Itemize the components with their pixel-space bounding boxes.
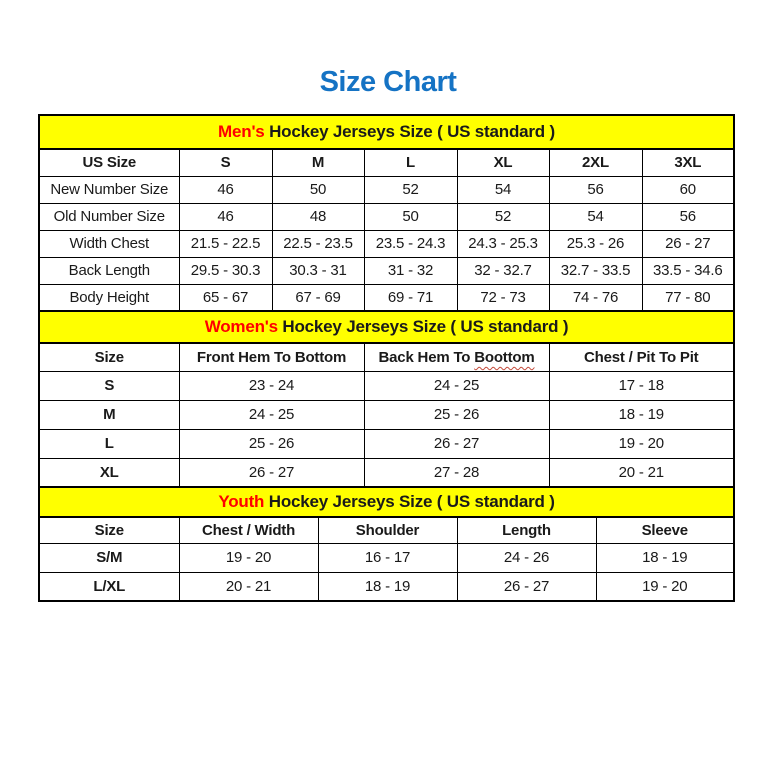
table-cell: 52 — [457, 203, 549, 230]
table-row — [39, 572, 734, 601]
row-label: Body Height — [39, 284, 179, 311]
table-row — [39, 543, 734, 572]
column-header: Front Hem To Bottom — [179, 343, 364, 371]
table-cell: 32.7 - 33.5 — [549, 257, 642, 284]
table-cell: 26 - 27 — [179, 458, 364, 487]
table-cell: 24 - 25 — [179, 400, 364, 429]
column-header: L — [364, 149, 457, 176]
table-cell: 26 - 27 — [457, 572, 596, 601]
table-cell: 29.5 - 30.3 — [179, 257, 272, 284]
page-title: Size Chart — [319, 66, 457, 98]
table-cell: 26 - 27 — [364, 429, 549, 458]
row-label: M — [39, 400, 179, 429]
mens-header-row — [39, 149, 734, 176]
table-row — [39, 176, 734, 203]
table-cell: 18 - 19 — [318, 572, 457, 601]
table-cell: 46 — [179, 203, 272, 230]
womens-section-band — [39, 311, 734, 343]
mens-size-table — [38, 114, 735, 312]
column-header: Chest / Pit To Pit — [549, 343, 734, 371]
table-cell: 23.5 - 24.3 — [364, 230, 457, 257]
row-label: XL — [39, 458, 179, 487]
table-cell: 30.3 - 31 — [272, 257, 364, 284]
table-row — [39, 257, 734, 284]
row-label: S/M — [39, 543, 179, 572]
youth-band-text: Hockey Jerseys Size ( US standard ) — [264, 492, 555, 511]
table-cell: 56 — [642, 203, 734, 230]
mens-band-highlight: Men's — [218, 122, 265, 141]
table-cell: 54 — [549, 203, 642, 230]
column-header: S — [179, 149, 272, 176]
row-label: L/XL — [39, 572, 179, 601]
womens-band-highlight: Women's — [204, 317, 278, 336]
table-cell: 27 - 28 — [364, 458, 549, 487]
youth-section-band — [39, 487, 734, 517]
column-header: Back Hem To Boottom — [364, 343, 549, 371]
table-cell: 48 — [272, 203, 364, 230]
table-row — [39, 458, 734, 487]
womens-header-row — [39, 343, 734, 371]
column-header: US Size — [39, 149, 179, 176]
column-header: Length — [457, 517, 596, 543]
table-cell: 32 - 32.7 — [457, 257, 549, 284]
table-cell: 24.3 - 25.3 — [457, 230, 549, 257]
column-header: Sleeve — [596, 517, 734, 543]
row-label: S — [39, 371, 179, 400]
table-row — [39, 230, 734, 257]
row-label: Back Length — [39, 257, 179, 284]
table-cell: 17 - 18 — [549, 371, 734, 400]
column-header: M — [272, 149, 364, 176]
table-cell: 18 - 19 — [549, 400, 734, 429]
table-cell: 54 — [457, 176, 549, 203]
youth-size-table — [38, 486, 735, 602]
column-header: 3XL — [642, 149, 734, 176]
column-header: Shoulder — [318, 517, 457, 543]
table-row — [39, 429, 734, 458]
table-cell: 24 - 26 — [457, 543, 596, 572]
table-cell: 25.3 - 26 — [549, 230, 642, 257]
table-cell: 22.5 - 23.5 — [272, 230, 364, 257]
column-header: Size — [39, 517, 179, 543]
table-cell: 25 - 26 — [364, 400, 549, 429]
table-row — [39, 284, 734, 311]
table-cell: 19 - 20 — [549, 429, 734, 458]
table-cell: 19 - 20 — [596, 572, 734, 601]
row-label: Old Number Size — [39, 203, 179, 230]
table-cell: 72 - 73 — [457, 284, 549, 311]
womens-size-table — [38, 310, 735, 488]
table-cell: 60 — [642, 176, 734, 203]
table-cell: 23 - 24 — [179, 371, 364, 400]
table-cell: 50 — [364, 203, 457, 230]
column-header: Size — [39, 343, 179, 371]
row-label: L — [39, 429, 179, 458]
table-cell: 21.5 - 22.5 — [179, 230, 272, 257]
column-header: XL — [457, 149, 549, 176]
youth-header-row — [39, 517, 734, 543]
table-cell: 52 — [364, 176, 457, 203]
table-row — [39, 371, 734, 400]
mens-band-text: Hockey Jerseys Size ( US standard ) — [264, 122, 555, 141]
youth-band-highlight: Youth — [218, 492, 265, 511]
table-cell: 26 - 27 — [642, 230, 734, 257]
table-cell: 67 - 69 — [272, 284, 364, 311]
table-cell: 77 - 80 — [642, 284, 734, 311]
table-cell: 69 - 71 — [364, 284, 457, 311]
table-cell: 20 - 21 — [549, 458, 734, 487]
table-cell: 56 — [549, 176, 642, 203]
table-cell: 20 - 21 — [179, 572, 318, 601]
womens-band-text: Hockey Jerseys Size ( US standard ) — [277, 317, 569, 336]
table-cell: 46 — [179, 176, 272, 203]
table-row — [39, 400, 734, 429]
column-header: Chest / Width — [179, 517, 318, 543]
table-cell: 50 — [272, 176, 364, 203]
table-row — [39, 203, 734, 230]
table-cell: 18 - 19 — [596, 543, 734, 572]
row-label: New Number Size — [39, 176, 179, 203]
mens-section-band — [39, 115, 734, 149]
table-cell: 74 - 76 — [549, 284, 642, 311]
table-cell: 24 - 25 — [364, 371, 549, 400]
table-cell: 25 - 26 — [179, 429, 364, 458]
table-cell: 31 - 32 — [364, 257, 457, 284]
table-cell: 16 - 17 — [318, 543, 457, 572]
column-header: 2XL — [549, 149, 642, 176]
row-label: Width Chest — [39, 230, 179, 257]
table-cell: 65 - 67 — [179, 284, 272, 311]
table-cell: 19 - 20 — [179, 543, 318, 572]
misspelled-word: Boottom — [474, 348, 535, 366]
table-cell: 33.5 - 34.6 — [642, 257, 734, 284]
